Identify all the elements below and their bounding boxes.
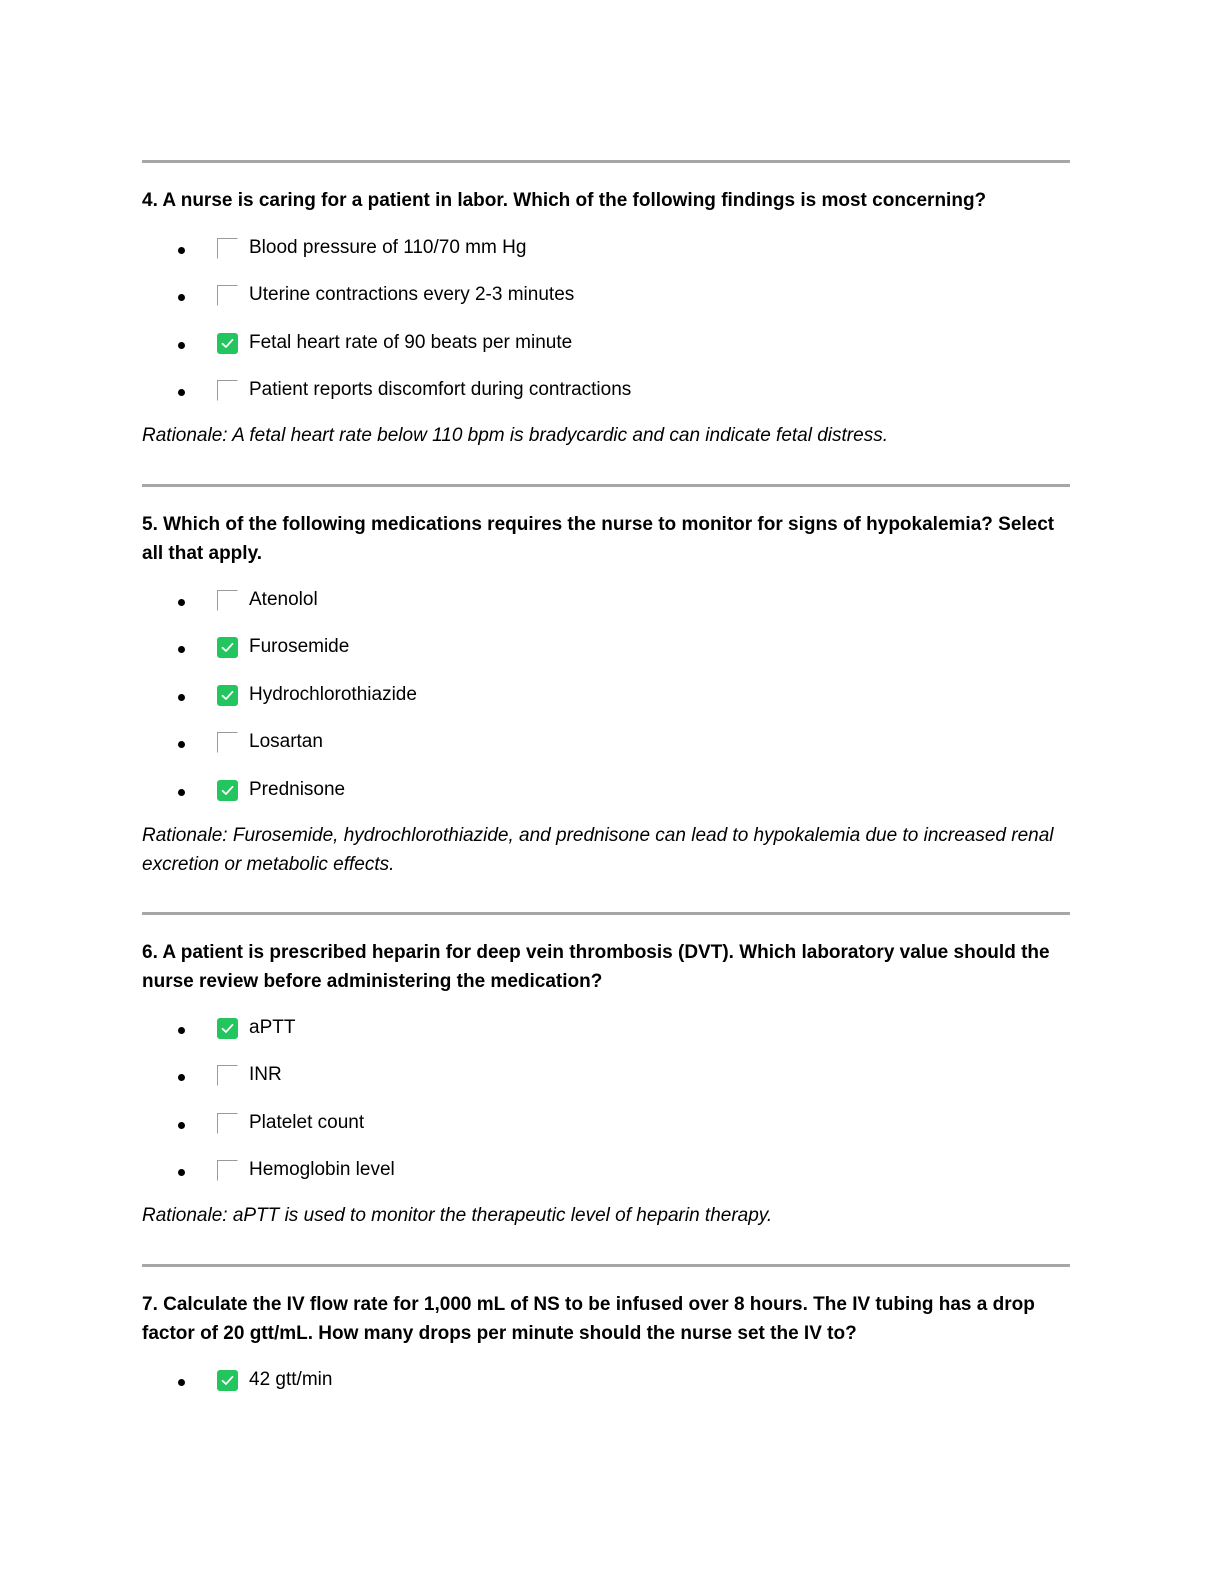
option-label: Fetal heart rate of 90 beats per minute	[249, 332, 573, 353]
unchecked-checkbox[interactable]	[217, 238, 238, 259]
bullet-icon	[178, 599, 185, 606]
question-4-rationale: Rationale: A fetal heart rate below 110 bpm is bradycardic and can indicate fetal distress.	[142, 425, 888, 446]
option-label: Platelet count	[249, 1112, 365, 1133]
bullet-icon	[178, 1074, 185, 1081]
question-4-text: 4. A nurse is caring for a patient in labor. Which of the following findings is most concerning?	[142, 190, 987, 211]
bullet-icon	[178, 247, 185, 254]
checked-checkbox[interactable]	[217, 685, 238, 706]
bullet-icon	[178, 646, 185, 653]
option-label: Blood pressure of 110/70 mm Hg	[249, 237, 527, 258]
option-label: aPTT	[249, 1017, 296, 1038]
option-label: Atenolol	[249, 589, 318, 610]
answer-option	[0, 1018, 1224, 1048]
bullet-icon	[178, 1379, 185, 1386]
unchecked-checkbox[interactable]	[217, 590, 238, 611]
bullet-icon	[178, 789, 185, 796]
checked-checkbox[interactable]	[217, 780, 238, 801]
checked-checkbox[interactable]	[217, 333, 238, 354]
option-label: Losartan	[249, 731, 323, 752]
answer-option	[0, 590, 1224, 620]
unchecked-checkbox[interactable]	[217, 732, 238, 753]
answer-option	[0, 1370, 1224, 1400]
unchecked-checkbox[interactable]	[217, 1160, 238, 1181]
checked-checkbox[interactable]	[217, 1370, 238, 1391]
checked-checkbox[interactable]	[217, 1018, 238, 1039]
bullet-icon	[178, 342, 185, 349]
section-divider	[142, 912, 1070, 915]
question-6-rationale: Rationale: aPTT is used to monitor the therapeutic level of heparin therapy.	[142, 1205, 773, 1226]
option-label: INR	[249, 1064, 282, 1085]
unchecked-checkbox[interactable]	[217, 1065, 238, 1086]
bullet-icon	[178, 694, 185, 701]
answer-option	[0, 1160, 1224, 1190]
answer-option	[0, 637, 1224, 667]
answer-option	[0, 732, 1224, 762]
checkmark-icon	[220, 640, 235, 655]
question-5-rationale: Rationale: Furosemide, hydrochlorothiazide, and prednisone can lead to hypokalemia due to increased renal excretion or metabolic effects.	[142, 825, 1054, 875]
bullet-icon	[178, 1027, 185, 1034]
unchecked-checkbox[interactable]	[217, 380, 238, 401]
option-label: Hydrochlorothiazide	[249, 684, 417, 705]
option-label: Uterine contractions every 2-3 minutes	[249, 284, 575, 305]
answer-option	[0, 333, 1224, 363]
answer-option	[0, 380, 1224, 410]
unchecked-checkbox[interactable]	[217, 285, 238, 306]
bullet-icon	[178, 1122, 185, 1129]
checked-checkbox[interactable]	[217, 637, 238, 658]
answer-option	[0, 1113, 1224, 1143]
question-6-text: 6. A patient is prescribed heparin for deep vein thrombosis (DVT). Which laboratory value should the nurse review before administering the medication?	[142, 942, 1050, 992]
question-5-text: 5. Which of the following medications requires the nurse to monitor for signs of hypokalemia? Select all that apply.	[142, 514, 1055, 564]
answer-option	[0, 685, 1224, 715]
option-label: Furosemide	[249, 636, 350, 657]
answer-option	[0, 285, 1224, 315]
option-label: Patient reports discomfort during contractions	[249, 379, 632, 400]
option-label: 42 gtt/min	[249, 1369, 333, 1390]
unchecked-checkbox[interactable]	[217, 1113, 238, 1134]
section-divider	[142, 160, 1070, 163]
answer-option	[0, 238, 1224, 268]
answer-option	[0, 1065, 1224, 1095]
bullet-icon	[178, 741, 185, 748]
question-7-text: 7. Calculate the IV flow rate for 1,000 mL of NS to be infused over 8 hours. The IV tubing has a drop factor of 20 gtt/mL. How many drops per minute should the nurse set the IV to?	[142, 1294, 1035, 1344]
checkmark-icon	[220, 336, 235, 351]
checkmark-icon	[220, 1373, 235, 1388]
answer-option	[0, 780, 1224, 810]
bullet-icon	[178, 1169, 185, 1176]
bullet-icon	[178, 294, 185, 301]
checkmark-icon	[220, 688, 235, 703]
section-divider	[142, 484, 1070, 487]
option-label: Hemoglobin level	[249, 1159, 395, 1180]
checkmark-icon	[220, 1021, 235, 1036]
section-divider	[142, 1264, 1070, 1267]
bullet-icon	[178, 389, 185, 396]
checkmark-icon	[220, 783, 235, 798]
option-label: Prednisone	[249, 779, 346, 800]
